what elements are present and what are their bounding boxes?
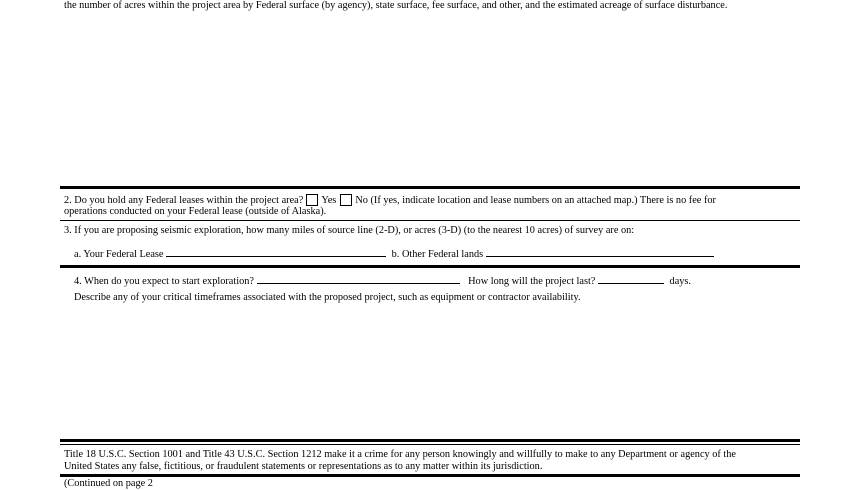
start-exploration-label: 4. When do you expect to start exploration? [74,276,254,287]
other-federal-lands-field[interactable] [486,247,714,257]
start-exploration-field[interactable] [257,274,460,284]
project-duration-label: How long will the project last? [468,276,596,287]
days-label: days. [669,276,691,287]
no-label: No (If yes, indicate location and lease numbers on an attached map.) There is no fee for [355,195,716,206]
q4-describe-text: Describe any of your critical timeframes associated with the proposed project, such as equipment or contractor availability. [74,292,581,303]
q2-line2: operations conducted on your Federal lease (outside of Alaska). [64,206,327,217]
section-divider [60,444,800,445]
section1-text: the number of acres within the project area by Federal surface (by agency), state surface, fee surface, and other, and the estimated acreage of surface disturbance. [64,0,728,11]
yes-checkbox[interactable] [306,194,318,206]
q4-line1 [74,274,691,288]
section-divider [60,439,800,442]
project-duration-field[interactable] [598,274,664,284]
q2-question-text: 2. Do you hold any Federal leases within the project area? [64,195,304,206]
section-divider [60,186,800,189]
section-divider [60,220,800,221]
yes-label: Yes [321,195,337,206]
q2-line1 [64,194,716,207]
legal-notice-line1: Title 18 U.S.C. Section 1001 and Title 43 U.S.C. Section 1212 make it a crime for any person knowingly and willfully to make to any Department or agency of the [64,449,736,460]
q3-text: 3. If you are proposing seismic exploration, how many miles of source line (2-D), or acres (3-D) (to the nearest 10 acres) of survey are on: [64,225,635,236]
continued-note: (Continued on page 2 [64,478,153,489]
section-divider [60,265,800,268]
q3-answers [74,247,714,261]
legal-notice-line2: United States any false, fictitious, or fraudulent statements or representations as to any matter within its jurisdiction. [64,461,543,472]
other-federal-lands-label: b. Other Federal lands [391,249,484,260]
no-checkbox[interactable] [340,194,352,206]
federal-lease-field[interactable] [166,247,386,257]
federal-lease-label: a. Your Federal Lease [74,249,164,260]
